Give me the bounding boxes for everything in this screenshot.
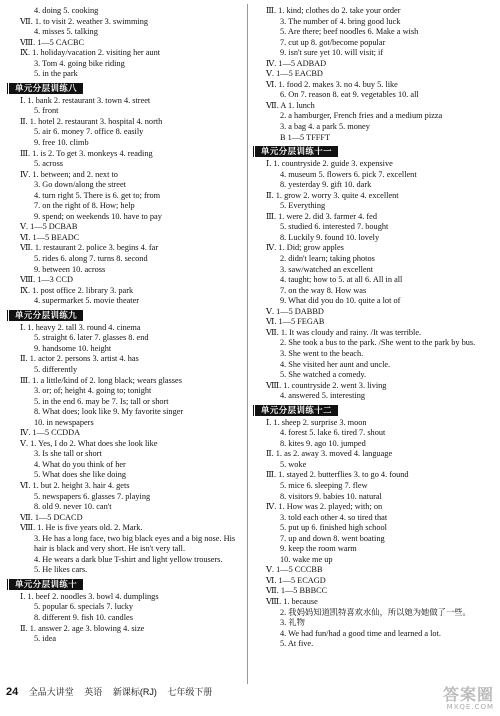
answer-line: 4. supermarket 5. movie theater bbox=[34, 296, 140, 306]
answer-line: 3. a bag 4. a park 5. money bbox=[280, 122, 370, 132]
answer-line: 5. air 6. money 7. office 8. easily bbox=[34, 127, 144, 137]
answer-line: 3. He has a long face, two big black eyes and a big nose. His hair is black and very short. He isn't very tall. bbox=[34, 533, 236, 554]
answer-line: 4. misses 5. talking bbox=[34, 27, 98, 37]
answer-line: Ⅲ. 1. were 2. did 3. farmer 4. fed bbox=[266, 211, 377, 221]
answer-line: 5. front bbox=[34, 106, 59, 116]
answer-line: 5. She watched a comedy. bbox=[280, 370, 367, 380]
answer-line: 3. She went to the beach. bbox=[280, 348, 364, 358]
answer-line: 5. Everything bbox=[280, 201, 326, 211]
answer-line: Ⅸ. 1. holiday/vacation 2. visiting her aunt bbox=[20, 48, 161, 58]
answer-line: Ⅲ. 1. kind; clothes do 2. take your order bbox=[266, 6, 401, 15]
answer-line: Ⅸ. 1. post office 2. library 3. park bbox=[20, 285, 134, 295]
grade-label: 七年级下册 bbox=[167, 687, 213, 697]
answer-line: Ⅶ. 1—5 BBBCC bbox=[266, 586, 328, 596]
answer-line: 5. At five. bbox=[280, 639, 314, 649]
answer-line: Ⅰ. 1. beef 2. noodles 3. bowl 4. dumplings bbox=[20, 591, 159, 601]
answer-line: 5. newspapers 6. glasses 7. playing bbox=[34, 491, 151, 501]
answer-line: 8. old 9. never 10. can't bbox=[34, 502, 112, 512]
answer-line: 2. She took a bus to the park. /She went to the park by bus. bbox=[280, 338, 476, 348]
watermark-logo: 答案圈 MXQE.COM bbox=[442, 685, 494, 711]
answer-line: Ⅵ. 1—5 ECAGD bbox=[266, 575, 326, 585]
answer-line: Ⅰ. 1. countryside 2. guide 3. expensive bbox=[266, 159, 393, 169]
answer-line: 3. told each other 4. so tired that bbox=[280, 512, 388, 522]
answer-line: Ⅳ. 1—5 ADBAD bbox=[266, 58, 327, 68]
answer-line: Ⅶ. A 1. lunch bbox=[266, 100, 315, 110]
right-answer-column bbox=[252, 6, 494, 650]
answer-line: Ⅴ. 1—5 DCBAB bbox=[20, 222, 78, 232]
answer-line: Ⅳ. 1. between; and 2. next to bbox=[20, 169, 118, 179]
page-footer bbox=[6, 686, 494, 698]
subject-label: 英语 bbox=[84, 687, 103, 697]
answer-line: Ⅴ. 1—5 EACBD bbox=[266, 69, 323, 79]
answer-line: 5. mice 6. sleeping 7. flew bbox=[280, 480, 368, 490]
answer-line: Ⅱ. 1. hotel 2. restaurant 3. hospital 4. north bbox=[20, 116, 163, 126]
answer-line: 8. different 9. fish 10. candles bbox=[34, 612, 133, 622]
answer-line: 5. Are there; beef noodles 6. Make a wish bbox=[280, 27, 419, 37]
answer-line: Ⅷ. 1—5 CACBC bbox=[20, 37, 85, 47]
page-number: 24 bbox=[6, 686, 19, 698]
answer-line: Ⅱ. 1. answer 2. age 3. blowing 4. size bbox=[20, 623, 145, 633]
answer-line: Ⅰ. 1. bank 2. restaurant 3. town 4. street bbox=[20, 95, 151, 105]
answer-line: Ⅲ. 1. is 2. To get 3. monkeys 4. reading bbox=[20, 148, 153, 158]
answer-line: Ⅳ. 1. How was 2. played; with; on bbox=[266, 502, 383, 512]
answer-line: 9. free 10. climb bbox=[34, 138, 89, 148]
section-heading: 单元分层训练八 bbox=[6, 83, 83, 94]
answer-line: 5. idea bbox=[34, 634, 57, 644]
answer-line: 7. up and down 8. went boating bbox=[280, 533, 385, 543]
answer-line: Ⅷ. 1. He is five years old. 2. Mark. bbox=[20, 523, 143, 533]
answer-line: 4. taught; how to 5. at all 6. All in all bbox=[280, 275, 403, 285]
answer-line: Ⅵ. 1—5 FEGAB bbox=[266, 317, 325, 327]
answer-line: Ⅶ. 1. It was cloudy and rainy. /It was terrible. bbox=[266, 327, 422, 337]
answer-line: 3. saw/watched an excellent bbox=[280, 264, 374, 274]
answer-line: Ⅶ. 1. restaurant 2. police 3. begins 4. far bbox=[20, 243, 159, 253]
answer-line: 5. put up 6. finished high school bbox=[280, 523, 387, 533]
answer-line: Ⅰ. 1. heavy 2. tall 3. round 4. cinema bbox=[20, 322, 141, 332]
answer-line: Ⅱ. 1. actor 2. persons 3. artist 4. has bbox=[20, 354, 139, 364]
answer-line: Ⅷ. 1—3 CCD bbox=[20, 275, 73, 285]
edition-label: 新课标(RJ) bbox=[112, 687, 157, 697]
answer-line: 5. across bbox=[34, 159, 64, 169]
answer-line: 9. keep the room warm bbox=[280, 544, 357, 554]
answer-line: 3. or; of; height 4. going to; tonight bbox=[34, 386, 152, 396]
answer-line: 8. What does; look like 9. My favorite singer bbox=[34, 407, 184, 417]
answer-line: 9. isn't sure yet 10. will visit; if bbox=[280, 48, 384, 58]
answer-line: Ⅶ. 1. to visit 2. weather 3. swimming bbox=[20, 16, 149, 26]
answer-line: 5. He likes cars. bbox=[34, 565, 88, 575]
answer-line: Ⅲ. 1. a little/kind of 2. long black; wears glasses bbox=[20, 375, 182, 385]
answer-line: 5. popular 6. specials 7. lucky bbox=[34, 602, 134, 612]
answer-line: 8. Luckily 9. found 10. lovely bbox=[280, 232, 380, 242]
answer-line: 5. differently bbox=[34, 364, 78, 374]
answer-line: 5. in the park bbox=[34, 69, 78, 79]
answer-line: 3. 礼物 bbox=[280, 618, 305, 628]
answer-line: Ⅵ. 1. food 2. makes 3. no 4. buy 5. like bbox=[266, 79, 398, 89]
answer-line: Ⅱ. 1. as 2. away 3. moved 4. language bbox=[266, 449, 393, 459]
answer-line: 10. wake me up bbox=[280, 554, 333, 564]
answer-line: 4. answered 5. interesting bbox=[280, 391, 366, 401]
section-heading: 单元分层训练十一 bbox=[252, 146, 338, 157]
answer-line: 5. What does she like doing bbox=[34, 470, 127, 480]
answer-line: 4. What do you think of her bbox=[34, 459, 126, 469]
answer-line: 3. Tom 4. going bike riding bbox=[34, 58, 125, 68]
answer-line: 5. studied 6. interested 7. bought bbox=[280, 222, 389, 232]
answer-line: 6. On 7. reason 8. eat 9. vegetables 10. all bbox=[280, 90, 419, 100]
answer-line: Ⅵ. 1—5 BEADC bbox=[20, 232, 80, 242]
answer-line: 5. rides 6. along 7. turns 8. second bbox=[34, 254, 148, 264]
answer-line: 3. The number of 4. bring good luck bbox=[280, 16, 401, 26]
answer-line: 7. on the way 8. How was bbox=[280, 285, 367, 295]
answer-line: Ⅲ. 1. stayed 2. butterflies 3. to go 4. found bbox=[266, 470, 409, 480]
answer-line: 4. He wears a dark blue T-shirt and light yellow trousers. bbox=[34, 554, 223, 564]
answer-line: Ⅶ. 1—5 DCACD bbox=[20, 512, 83, 522]
answer-line: Ⅷ. 1. countryside 2. went 3. living bbox=[266, 380, 387, 390]
answer-line: Ⅴ. 1—5 DABBD bbox=[266, 306, 324, 316]
section-heading: 单元分层训练十二 bbox=[252, 405, 338, 416]
answer-line: 4. forest 5. lake 6. tired 7. shout bbox=[280, 428, 386, 438]
answer-line: 4. doing 5. cooking bbox=[34, 6, 99, 15]
answer-line: 4. She visited her aunt and uncle. bbox=[280, 359, 391, 369]
answer-line: 8. kites 9. ago 10. jumped bbox=[280, 438, 366, 448]
brand-name: 全品大讲堂 bbox=[28, 687, 74, 697]
answer-line: 8. yesterday 9. gift 10. dark bbox=[280, 180, 372, 190]
section-heading: 单元分层训练九 bbox=[6, 310, 83, 321]
answer-line: 9. handsome 10. height bbox=[34, 343, 112, 353]
answer-line: Ⅵ. 1. but 2. height 3. hair 4. gets bbox=[20, 480, 130, 490]
answer-line: Ⅴ. 1—5 CCCBB bbox=[266, 565, 323, 575]
answer-line: Ⅴ. 1. Yes, I do 2. What does she look like bbox=[20, 438, 158, 448]
answer-line: 9. spend; on weekends 10. have to pay bbox=[34, 211, 162, 221]
answer-line: Ⅷ. 1. because bbox=[266, 596, 318, 606]
answer-line: 2. 我妈妈知道凯特喜欢水仙，所以她为她做了一些。 bbox=[280, 607, 471, 617]
answer-line: Ⅳ. 1—5 CCDDA bbox=[20, 428, 81, 438]
answer-line: B 1—5 TFFFT bbox=[280, 132, 331, 142]
answer-line: 2. a hamburger, French fries and a medium pizza bbox=[280, 111, 443, 121]
answer-line: 4. museum 5. flowers 6. pick 7. excellent bbox=[280, 169, 417, 179]
answer-line: 5. straight 6. later 7. glasses 8. end bbox=[34, 333, 149, 343]
answer-line: 5. woke bbox=[280, 459, 307, 469]
answer-line: 5. in the end 6. may be 7. Is; tall or short bbox=[34, 396, 169, 406]
column-divider bbox=[247, 4, 248, 684]
answer-line: 4. We had fun/had a good time and learned a lot. bbox=[280, 628, 441, 638]
answer-line: Ⅱ. 1. grow 2. worry 3. quite 4. excellent bbox=[266, 190, 399, 200]
left-answer-column bbox=[6, 6, 248, 645]
answer-line: 9. between 10. across bbox=[34, 264, 106, 274]
answer-line: Ⅳ. 1. Did; grow apples bbox=[266, 243, 344, 253]
answer-line: Ⅰ. 1. sheep 2. surprise 3. moon bbox=[266, 417, 367, 427]
answer-line: 3. Is she tall or short bbox=[34, 449, 102, 459]
answer-line: 2. didn't learn; taking photos bbox=[280, 254, 375, 264]
answer-line: 9. What did you do 10. quite a lot of bbox=[280, 296, 401, 306]
answer-line: 4. turn right 5. There is 6. get to; from bbox=[34, 190, 161, 200]
answer-line: 8. visitors 9. babies 10. natural bbox=[280, 491, 382, 501]
answer-line: 7. cut up 8. got/become popular bbox=[280, 37, 386, 47]
answer-line: 7. on the right of 8. How; help bbox=[34, 201, 135, 211]
answer-line: 3. Go down/along the street bbox=[34, 180, 126, 190]
answer-line: 10. in newspapers bbox=[34, 417, 94, 427]
section-heading: 单元分层训练十 bbox=[6, 579, 83, 590]
